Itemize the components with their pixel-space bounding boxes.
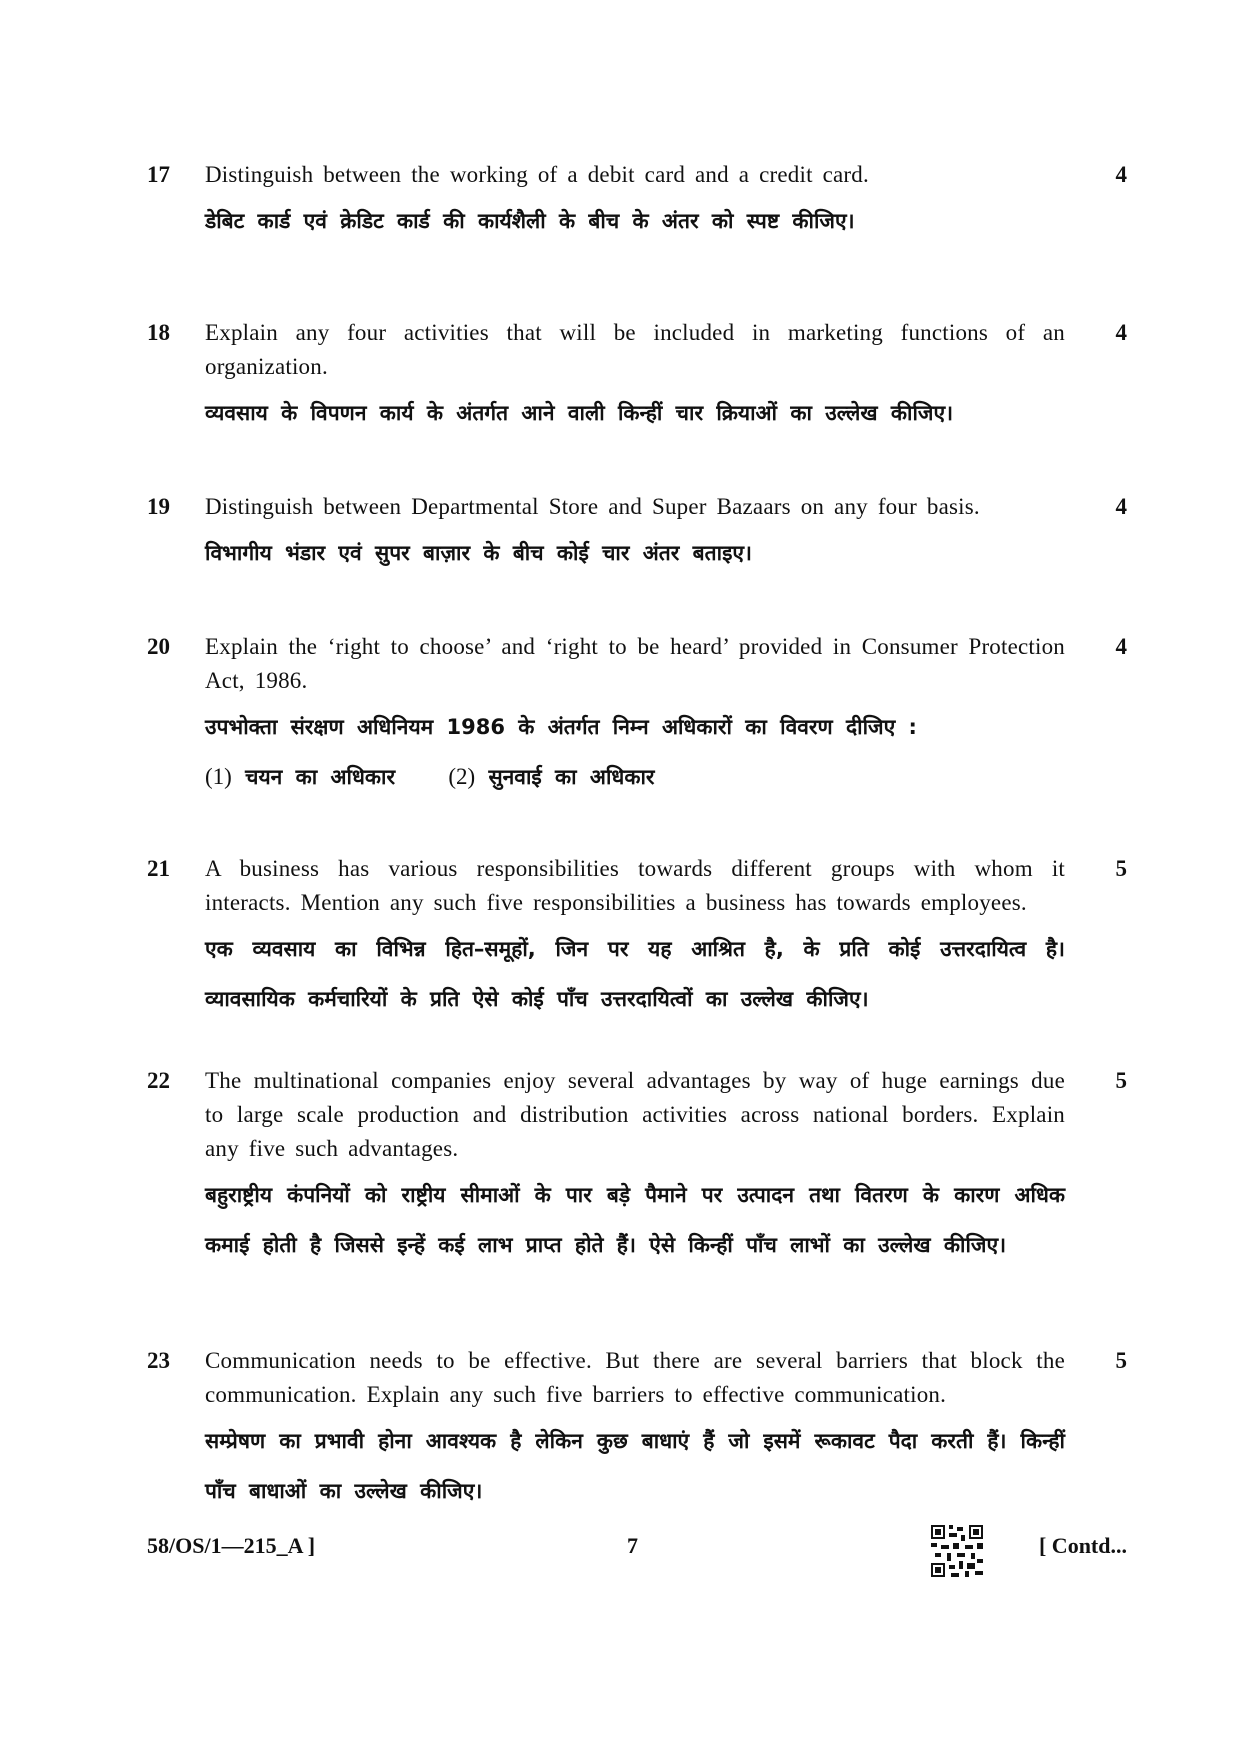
- question-number: 19: [147, 494, 170, 519]
- question-text-english: Distinguish between Departmental Store and Super Bazaars on any four basis.: [205, 494, 980, 519]
- question-22: [147, 1064, 1127, 1270]
- qr-code-icon: [931, 1525, 983, 1577]
- question-marks: 5: [1115, 1348, 1127, 1373]
- question-number: 23: [147, 1348, 170, 1373]
- question-text-english: Communication needs to be effective. But there are several barriers that block the communication. Explain any such five barriers to effective communication.: [205, 1348, 1065, 1407]
- question-text-hindi: व्यवसाय के विपणन कार्य के अंतर्गत आने वाली किन्हीं चार क्रियाओं का उल्लेख कीजिए।: [205, 401, 954, 425]
- page-footer: [147, 1525, 1127, 1575]
- question-marks: 4: [1115, 634, 1127, 659]
- question-text-english: Explain the ‘right to choose’ and ‘right to be heard’ provided in Consumer Protection Act, 1986.: [205, 634, 1065, 693]
- question-21: [147, 852, 1127, 1024]
- question-marks: 5: [1115, 856, 1127, 881]
- question-number: 22: [147, 1068, 170, 1093]
- sub-item-text: सुनवाई का अधिकार: [488, 765, 655, 789]
- question-text-hindi: उपभोक्ता संरक्षण अधिनियम 1986 के अंतर्गत निम्न अधिकारों का विवरण दीजिए :: [205, 715, 917, 739]
- question-text-english: Explain any four activities that will be included in marketing functions of an organization.: [205, 320, 1065, 379]
- question-text-english: Distinguish between the working of a debit card and a credit card.: [205, 162, 869, 187]
- question-number: 21: [147, 856, 170, 881]
- question-marks: 4: [1115, 494, 1127, 519]
- question-text-hindi: डेबिट कार्ड एवं क्रेडिट कार्ड की कार्यशैली के बीच के अंतर को स्पष्ट कीजिए।: [205, 209, 855, 233]
- question-marks: 5: [1115, 1068, 1127, 1093]
- question-number: 18: [147, 320, 170, 345]
- question-18: [147, 316, 1127, 438]
- question-marks: 4: [1115, 320, 1127, 345]
- question-text-english: The multinational companies enjoy several advantages by way of huge earnings due to large scale production and distribution activities across national borders. Explain any five such advantages.: [205, 1068, 1065, 1161]
- paper-code: 58/OS/1—215_A ]: [147, 1533, 316, 1558]
- question-text-hindi: बहुराष्ट्रीय कंपनियों को राष्ट्रीय सीमाओं के पार बड़े पैमाने पर उत्पादन तथा वितरण के कारण अधिक कमाई होती है जिससे इन्हें कई लाभ प्राप्त होते हैं। ऐसे किन्हीं पाँच लाभों का उल्लेख कीजिए।: [205, 1183, 1065, 1257]
- sub-item-number: (2): [448, 764, 476, 789]
- question-text-hindi: विभागीय भंडार एवं सुपर बाज़ार के बीच कोई चार अंतर बताइए।: [205, 541, 752, 565]
- continued-label: [ Contd...: [1038, 1533, 1127, 1558]
- question-text-english: A business has various responsibilities towards different groups with whom it interacts. Mention any such five responsibilities a business has towards employees.: [205, 856, 1065, 915]
- question-23: [147, 1344, 1127, 1516]
- question-text-hindi: सम्प्रेषण का प्रभावी होना आवश्यक है लेकिन कुछ बाधाएं हैं जो इसमें रूकावट पैदा करती हैं। किन्हीं पाँच बाधाओं का उल्लेख कीजिए।: [205, 1429, 1065, 1503]
- question-17: [147, 158, 1127, 246]
- question-number: 20: [147, 634, 170, 659]
- sub-item-text: चयन का अधिकार: [245, 765, 396, 789]
- sub-item-number: (1): [205, 764, 232, 789]
- question-19: [147, 490, 1127, 578]
- question-text-hindi: एक व्यवसाय का विभिन्न हित–समूहों, जिन पर यह आश्रित है, के प्रति कोई उत्तरदायित्व है। व्यावसायिक कर्मचारियों के प्रति ऐसे कोई पाँच उत्तरदायित्वों का उल्लेख कीजिए।: [205, 937, 1065, 1011]
- question-marks: 4: [1115, 162, 1127, 187]
- sub-items: [205, 752, 1065, 802]
- question-20: [147, 630, 1127, 802]
- question-number: 17: [147, 162, 170, 187]
- page-number: 7: [627, 1533, 638, 1558]
